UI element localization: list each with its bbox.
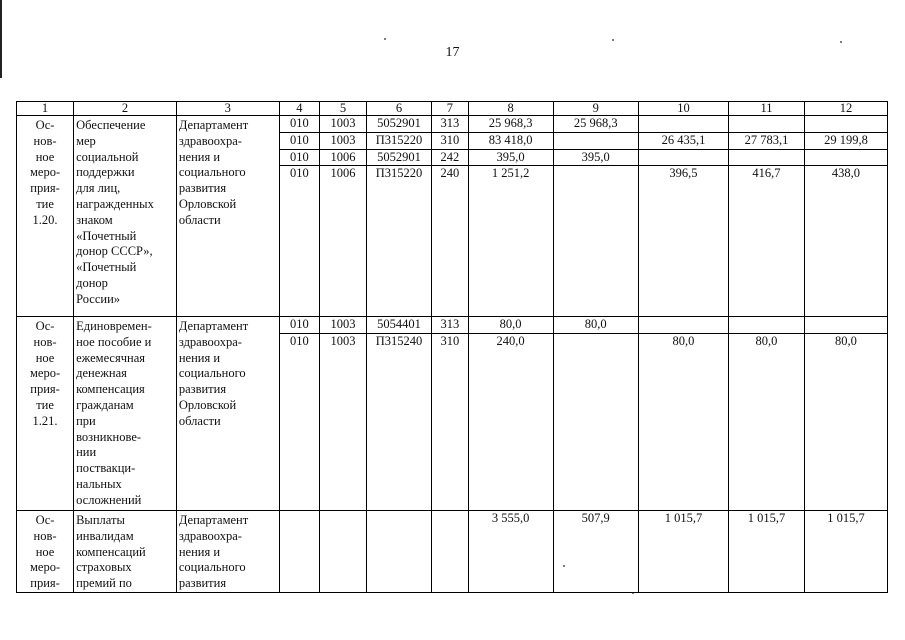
section-code: 1003 <box>320 116 367 133</box>
year-value: 27 783,1 <box>729 132 805 149</box>
year-value: 26 435,1 <box>638 132 728 149</box>
column-number-row <box>17 102 888 116</box>
event-cell: Ос- нов- ное меро- прия- тие 1.21. <box>17 317 74 511</box>
col-header: 1 <box>17 102 74 116</box>
scan-speck <box>384 38 386 40</box>
year-value: 80,0 <box>638 333 728 510</box>
col-header: 4 <box>279 102 319 116</box>
col-header: 10 <box>638 102 728 116</box>
year-value <box>804 116 887 133</box>
target-article-code: 5052901 <box>366 149 431 166</box>
target-article-code: П315220 <box>366 166 431 317</box>
ministry-code: 010 <box>279 132 319 149</box>
expense-type-code: 242 <box>432 149 468 166</box>
year-value <box>729 116 805 133</box>
col-header: 2 <box>74 102 177 116</box>
ministry-code: 010 <box>279 116 319 133</box>
section-code: 1003 <box>320 132 367 149</box>
year-value <box>729 149 805 166</box>
year-value <box>804 317 887 334</box>
page-number: 17 <box>445 45 460 60</box>
year-value: 396,5 <box>638 166 728 317</box>
measure-name-cell: Обеспечение мер социальной поддержки для лиц, награжденных знаком «Почетный донор СССР», «Почетный донор России» <box>74 116 177 317</box>
col-header: 5 <box>320 102 367 116</box>
expense-type-code: 240 <box>432 166 468 317</box>
year-value: 1 015,7 <box>729 511 805 593</box>
year-value: 80,0 <box>553 317 638 334</box>
measure-name-cell: Выплаты инвалидам компенсаций страховых премий по <box>74 511 177 593</box>
total-value: 3 555,0 <box>468 511 553 593</box>
ministry-code: 010 <box>279 166 319 317</box>
col-header: 6 <box>366 102 431 116</box>
scan-left-edge <box>0 0 2 78</box>
col-header: 3 <box>176 102 279 116</box>
total-value: 240,0 <box>468 333 553 510</box>
year-value: 395,0 <box>553 149 638 166</box>
table-row <box>17 116 888 133</box>
year-value: 29 199,8 <box>804 132 887 149</box>
expense-type-code: 313 <box>432 116 468 133</box>
total-value: 80,0 <box>468 317 553 334</box>
year-value: 1 015,7 <box>804 511 887 593</box>
scan-speck <box>840 41 842 43</box>
total-value: 395,0 <box>468 149 553 166</box>
measure-name-cell: Единовремен- ное пособие и ежемесячная денежная компенсация гражданам при возникнове- нии поствакци- нальных осложнений <box>74 317 177 511</box>
table-row <box>17 317 888 334</box>
target-article-code: П315240 <box>366 333 431 510</box>
col-header: 7 <box>432 102 468 116</box>
event-cell: Ос- нов- ное меро- прия- <box>17 511 74 593</box>
event-cell: Ос- нов- ное меро- прия- тие 1.20. <box>17 116 74 317</box>
section-code: 1006 <box>320 149 367 166</box>
col-header: 11 <box>729 102 805 116</box>
section-code <box>320 511 367 593</box>
year-value <box>729 317 805 334</box>
table-row <box>17 511 888 593</box>
target-article-code: 5052901 <box>366 116 431 133</box>
total-value: 83 418,0 <box>468 132 553 149</box>
executor-cell: Департамент здравоохра- нения и социального развития Орловской области <box>176 317 279 511</box>
year-value <box>638 317 728 334</box>
expense-type-code <box>432 511 468 593</box>
year-value <box>553 132 638 149</box>
section-code: 1003 <box>320 333 367 510</box>
expense-type-code: 313 <box>432 317 468 334</box>
executor-cell: Департамент здравоохра- нения и социального развития Орловской области <box>176 116 279 317</box>
ministry-code: 010 <box>279 317 319 334</box>
year-value <box>804 149 887 166</box>
col-header: 12 <box>804 102 887 116</box>
ministry-code: 010 <box>279 333 319 510</box>
ministry-code: 010 <box>279 149 319 166</box>
year-value: 438,0 <box>804 166 887 317</box>
target-article-code: П315220 <box>366 132 431 149</box>
year-value: 25 968,3 <box>553 116 638 133</box>
ministry-code <box>279 511 319 593</box>
total-value: 1 251,2 <box>468 166 553 317</box>
scan-speck <box>612 39 614 41</box>
year-value <box>553 166 638 317</box>
target-article-code: 5054401 <box>366 317 431 334</box>
year-value: 507,9 <box>553 511 638 593</box>
year-value: 1 015,7 <box>638 511 728 593</box>
target-article-code <box>366 511 431 593</box>
expense-type-code: 310 <box>432 333 468 510</box>
section-code: 1003 <box>320 317 367 334</box>
executor-cell: Департамент здравоохра- нения и социального развития <box>176 511 279 593</box>
year-value: 80,0 <box>729 333 805 510</box>
year-value <box>638 149 728 166</box>
col-header: 8 <box>468 102 553 116</box>
year-value <box>553 333 638 510</box>
year-value <box>638 116 728 133</box>
year-value: 80,0 <box>804 333 887 510</box>
expense-type-code: 310 <box>432 132 468 149</box>
budget-table <box>16 101 888 593</box>
year-value: 416,7 <box>729 166 805 317</box>
col-header: 9 <box>553 102 638 116</box>
section-code: 1006 <box>320 166 367 317</box>
total-value: 25 968,3 <box>468 116 553 133</box>
